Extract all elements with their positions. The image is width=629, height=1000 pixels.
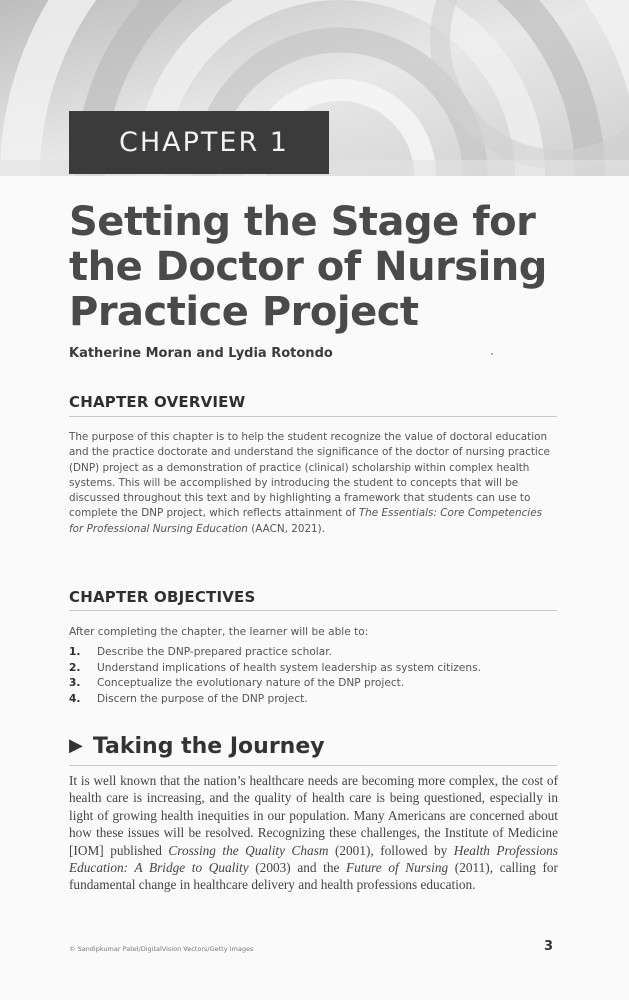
- page-number: 3: [544, 939, 554, 954]
- objectives-heading: CHAPTER OBJECTIVES: [69, 588, 256, 606]
- chapter-header-artwork: [0, 0, 629, 176]
- print-speck: [491, 353, 493, 355]
- section-heading: ▶ Taking the Journey: [69, 734, 325, 759]
- image-credit: © Sandipkumar Patel/DigitalVision Vectors/Getty Images: [69, 945, 254, 953]
- objective-item: 3. Conceptualize the evolutionary nature of the DNP project.: [69, 677, 405, 689]
- body-paragraph: It is well known that the nation’s healthcare needs are becoming more complex, the cost of health care is increasing, and the quality of health care is being questioned, especially in light of growing health inequities in our population. Many Americans are concerned about how these issues will be resolved. Recognizing these challenges, the Institute of Medicine [IOM] published Crossing the Quality Chasm (2001), followed by Health Professions Education: A Bridge to Quality (2003) and the Future of Nursing (2011), calling for fundamental change in healthcare delivery and health professions education.: [69, 773, 558, 893]
- title-line: Practice Project: [69, 289, 419, 335]
- objective-item: 4. Discern the purpose of the DNP project.: [69, 692, 308, 705]
- divider: [69, 610, 557, 611]
- title-line: the Doctor of Nursing: [69, 244, 547, 290]
- triangle-right-icon: ▶: [69, 735, 83, 756]
- title-line: Setting the Stage for: [69, 199, 536, 245]
- divider: [69, 416, 557, 417]
- chapter-authors: Katherine Moran and Lydia Rotondo: [69, 346, 333, 361]
- objectives-list: [69, 645, 549, 707]
- divider: [69, 765, 557, 766]
- objectives-intro: After completing the chapter, the learner will be able to:: [69, 626, 369, 638]
- objective-item: 1. Describe the DNP-prepared practice scholar.: [69, 646, 332, 658]
- chapter-label-banner: CHAPTER 1: [69, 111, 329, 174]
- overview-paragraph: The purpose of this chapter is to help the student recognize the value of doctoral education and the practice doctorate and understand the significance of the doctor of nursing practice (DNP) project as a demonstration of practice (clinical) scholarship within complex health systems. This will be accomplished by introducing the student to concepts that will be discussed throughout this text and by highlighting a framework that students can use to complete the DNP project, which reflects attainment of The Essentials: Core Competencies for Professional Nursing Education (AACN, 2021).: [69, 431, 550, 535]
- objective-item: 2. Understand implications of health system leadership as system citizens.: [69, 661, 481, 674]
- overview-heading: CHAPTER OVERVIEW: [69, 393, 246, 411]
- chapter-title: [69, 200, 569, 335]
